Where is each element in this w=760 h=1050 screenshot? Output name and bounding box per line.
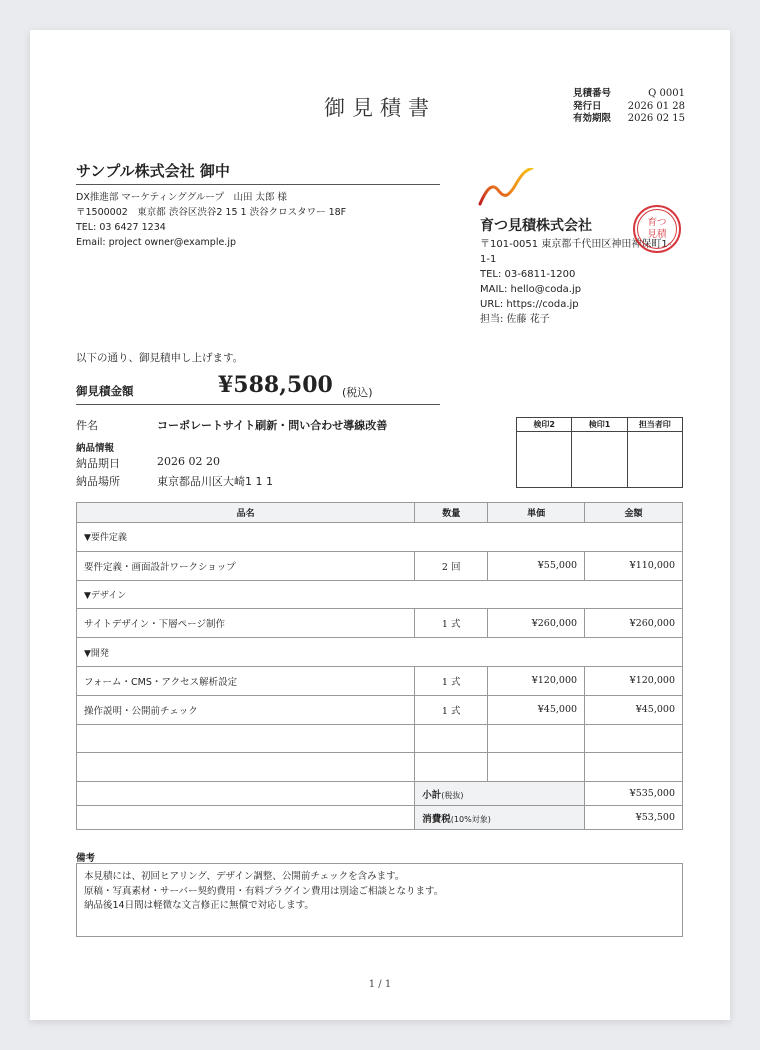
approval-column	[517, 418, 571, 487]
quote-page	[30, 30, 730, 1020]
meta-row	[573, 113, 685, 126]
approval-column	[571, 418, 626, 487]
empty-row	[77, 724, 683, 753]
meta-row	[573, 88, 685, 101]
client-name: サンプル株式会社 御中	[76, 162, 230, 180]
client-tel-line: TEL: 03 6427 1234	[76, 222, 166, 233]
column-header: 金額	[585, 503, 683, 523]
company-logo	[478, 168, 536, 212]
section-row	[77, 638, 683, 667]
notes-heading: 備考	[76, 853, 96, 864]
client-address-line: 〒1500002 東京都 渋谷区渋谷2 15 1 渋谷クロスタワー 18F	[76, 207, 347, 218]
tax-value: ¥53,500	[585, 806, 683, 830]
column-header: 品名	[77, 503, 415, 523]
notes-line: 本見積には、初回ヒアリング、デザイン調整、公開前チェックを含みます。	[84, 871, 405, 882]
item-name: 要件定義・画面設計ワークショップ	[77, 551, 415, 580]
item-amount: ¥260,000	[585, 609, 683, 638]
empty-row	[77, 753, 683, 782]
item-name: フォーム・CMS・アクセス解析設定	[77, 666, 415, 695]
section-label: ▼開発	[77, 638, 683, 667]
issuer-mail-line: MAIL: hello@coda.jp	[480, 284, 582, 295]
table-row	[77, 695, 683, 724]
delivery-date-value: 2026 02 20	[157, 455, 220, 468]
item-unit-price: ¥260,000	[488, 609, 585, 638]
item-qty: 2 回	[415, 551, 488, 580]
total-label: 御見積金額	[76, 384, 134, 398]
meta-row	[573, 101, 685, 114]
divider	[76, 404, 440, 405]
item-qty: 1 式	[415, 666, 488, 695]
meta-value: 2026 02 15	[627, 113, 685, 124]
issuer-url-line: URL: https://coda.jp	[480, 299, 579, 310]
table-row	[77, 609, 683, 638]
section-row	[77, 580, 683, 609]
item-unit-price: ¥120,000	[488, 666, 585, 695]
line-items-table	[76, 502, 683, 830]
approval-label: 検印1	[572, 418, 626, 432]
quote-meta	[573, 88, 685, 126]
approval-column	[627, 418, 682, 487]
tax-label: 消費税(10%対象)	[415, 806, 585, 830]
issuer-tel-line: TEL: 03-6811-1200	[480, 269, 576, 280]
approval-label: 担当者印	[628, 418, 682, 432]
seal-text: 育つ	[647, 217, 667, 228]
meta-label: 見積番号	[573, 88, 612, 99]
section-label: ▼デザイン	[77, 580, 683, 609]
item-amount: ¥45,000	[585, 695, 683, 724]
subtotal-row	[77, 782, 683, 806]
divider	[76, 184, 440, 185]
subject-label: 件名	[76, 419, 98, 432]
column-header: 数量	[415, 503, 488, 523]
item-amount: ¥120,000	[585, 666, 683, 695]
client-email-line: Email: project owner@example.jp	[76, 237, 237, 248]
approval-label: 検印2	[517, 418, 571, 432]
issuer-address-line: 1-1	[480, 254, 497, 265]
company-seal	[633, 205, 681, 253]
table-header-row	[77, 503, 683, 523]
subtotal-label: 小計(税抜)	[415, 782, 585, 806]
item-amount: ¥110,000	[585, 551, 683, 580]
page-number: 1 / 1	[368, 979, 392, 990]
approval-stamp-box	[516, 417, 683, 488]
meta-label: 発行日	[573, 100, 602, 112]
issuer-name: 育つ見積株式会社	[480, 218, 592, 234]
intro-text: 以下の通り、御見積申し上げます。	[76, 352, 244, 364]
notes-line: 原稿・写真素材・サーバー契約費用・有料プラグイン費用は別途ご相談となります。	[84, 885, 444, 897]
item-qty: 1 式	[415, 609, 488, 638]
table-row	[77, 666, 683, 695]
item-name: 操作説明・公開前チェック	[77, 695, 415, 724]
notes-line: 納品後14日間は軽微な文言修正に無償で対応します。	[84, 900, 314, 911]
notes-box	[76, 863, 683, 937]
delivery-place-label: 納品場所	[76, 475, 120, 488]
total-amount: ¥588,500	[218, 372, 333, 398]
meta-label: 有効期限	[573, 113, 612, 124]
item-unit-price: ¥45,000	[488, 695, 585, 724]
item-name: サイトデザイン・下層ページ制作	[77, 609, 415, 638]
issuer-address-line: 〒101-0051 東京都千代田区神田神保町1-	[480, 239, 672, 250]
delivery-place-value: 東京都品川区大崎1 1 1	[157, 475, 273, 488]
subject-value: コーポレートサイト刷新・問い合わせ導線改善	[157, 419, 388, 432]
table-row	[77, 551, 683, 580]
delivery-heading: 納品情報	[76, 443, 115, 454]
document-title: 御見積書	[324, 96, 436, 120]
section-label: ▼要件定義	[77, 523, 683, 552]
subtotal-value: ¥535,000	[585, 782, 683, 806]
item-unit-price: ¥55,000	[488, 551, 585, 580]
item-qty: 1 式	[415, 695, 488, 724]
total-tax-note: (税込)	[342, 386, 373, 399]
client-info	[76, 190, 346, 250]
column-header: 単価	[488, 503, 585, 523]
meta-value: Q 0001	[648, 88, 685, 99]
meta-value: 2026 01 28	[627, 100, 685, 112]
section-row	[77, 523, 683, 552]
issuer-staff-line: 担当: 佐藤 花子	[480, 314, 550, 325]
tax-row	[77, 806, 683, 830]
seal-text: 見積	[647, 229, 667, 240]
delivery-date-label: 納品期日	[76, 457, 120, 470]
client-contact-line: DX推進部 マーケティンググループ 山田 太郎 様	[76, 192, 287, 203]
